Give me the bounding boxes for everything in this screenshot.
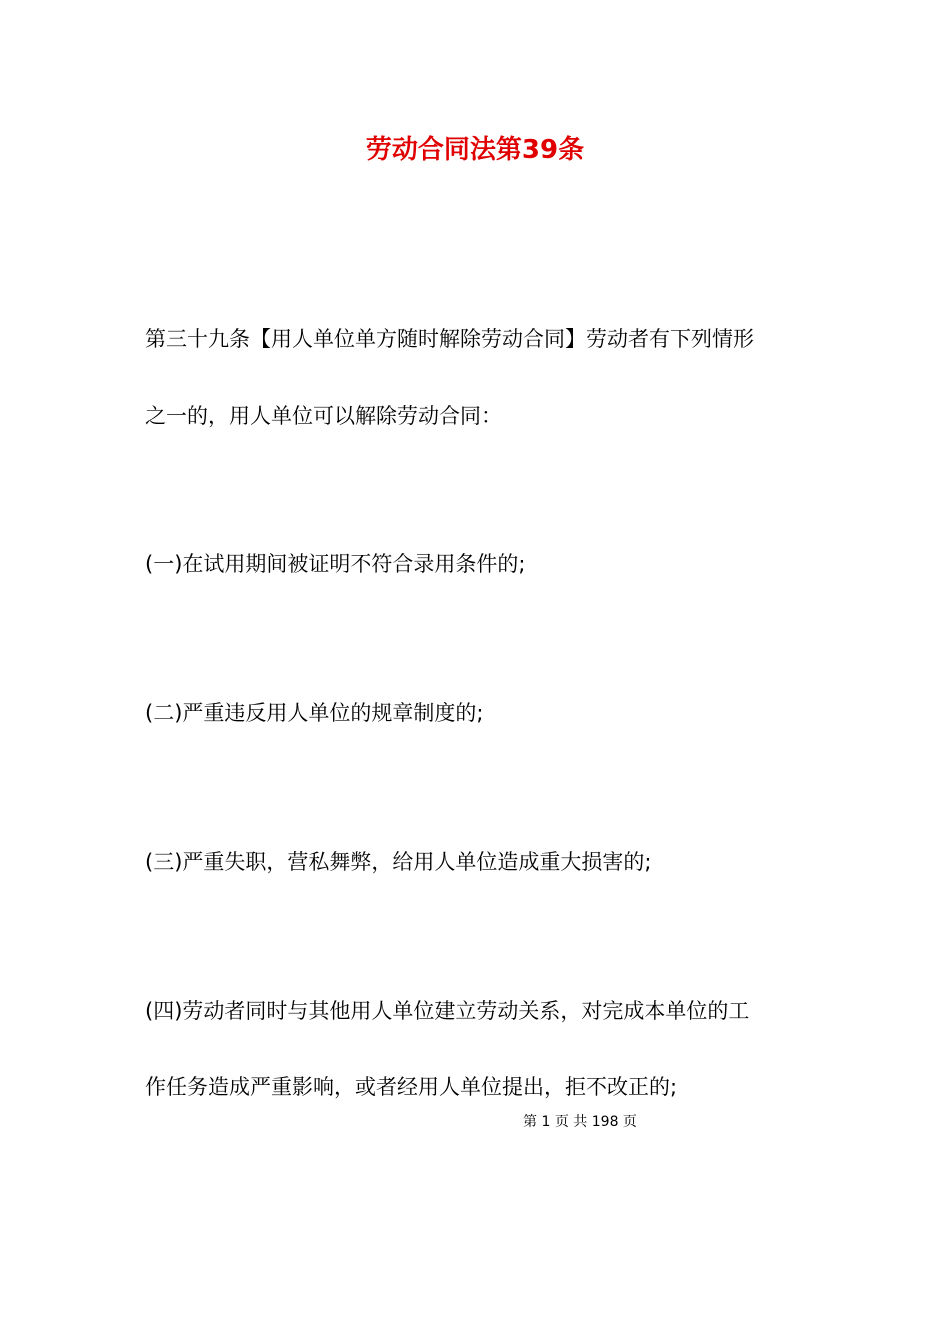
article-line-1: 第三十九条【用人单位单方随时解除劳动合同】劳动者有下列情形 — [145, 327, 754, 351]
list-item-3: (三)严重失职，营私舞弊，给用人单位造成重大损害的; — [145, 850, 652, 874]
list-item-4-line-2: 作任务造成严重影响，或者经用人单位提出，拒不改正的; — [145, 1075, 678, 1099]
list-item-4-line-1: (四)劳动者同时与其他用人单位建立劳动关系，对完成本单位的工 — [145, 999, 750, 1023]
list-item-2: (二)严重违反用人单位的规章制度的; — [145, 701, 484, 725]
article-line-2: 之一的，用人单位可以解除劳动合同： — [145, 404, 502, 428]
document-title: 劳动合同法第39条 — [365, 135, 585, 165]
page-number: 第 1 页 共 198 页 — [523, 1114, 637, 1130]
list-item-1: (一)在试用期间被证明不符合录用条件的; — [145, 552, 526, 576]
